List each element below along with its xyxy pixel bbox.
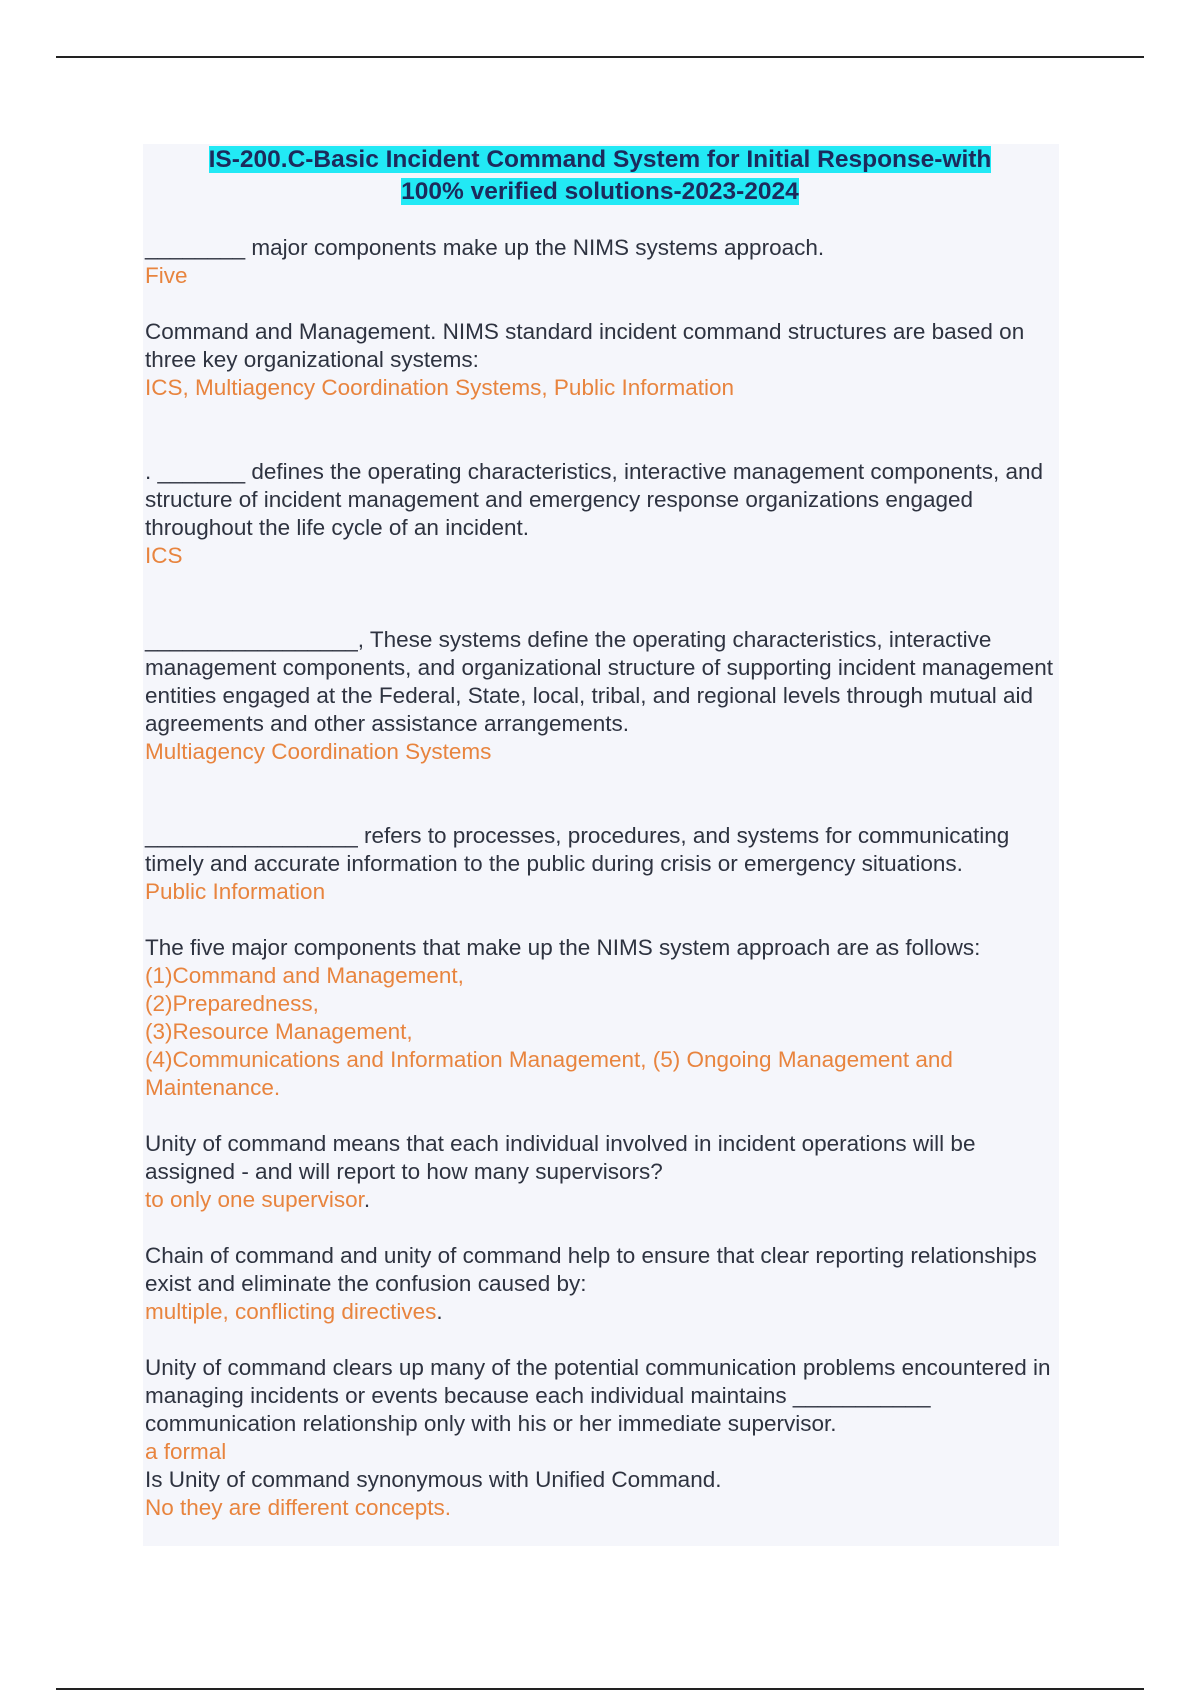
qa-item-5 xyxy=(145,822,1055,906)
answer-text: ICS, Multiagency Coordination Systems, Public Information xyxy=(145,375,735,400)
answer-line: (3)Resource Management, xyxy=(145,1019,413,1044)
answer-value: multiple, conflicting directives xyxy=(145,1299,437,1324)
question-text: The five major components that make up the NIMS system approach are as follows: xyxy=(145,935,981,960)
qa-item-9 xyxy=(145,1354,1055,1466)
answer-text: No they are different concepts. xyxy=(145,1495,452,1520)
qa-item-4 xyxy=(145,626,1055,766)
question-text: Chain of command and unity of command help to ensure that clear reporting relationships exist and eliminate the confusion caused by: xyxy=(145,1243,1037,1296)
question-text: Command and Management. NIMS standard incident command structures are based on three key organizational systems: xyxy=(145,319,1025,372)
question-text: ________ major components make up the NIMS systems approach. xyxy=(145,235,825,260)
answer-text: Five xyxy=(145,263,188,288)
answer-text xyxy=(145,1186,1055,1214)
qa-item-2 xyxy=(145,318,1055,402)
answer-text: ICS xyxy=(145,543,183,568)
answer-text: Multiagency Coordination Systems xyxy=(145,739,492,764)
question-text: _________________, These systems define the operating characteristics, interactive management components, and organizational structure of supporting incident management entities engaged at the Federal, State, local, tribal, and regional levels through mutual aid agreements and other assistance arrangements. xyxy=(145,627,1054,736)
answer-line: (1)Command and Management, xyxy=(145,963,464,988)
question-text: Unity of command clears up many of the potential communication problems encountered in managing incidents or events because each individual maintains ___________ communication relationship only with his or her immediate supervisor. xyxy=(145,1355,1051,1436)
question-text: Is Unity of command synonymous with Unified Command. xyxy=(145,1467,722,1492)
answer-suffix: . xyxy=(436,1299,443,1324)
bottom-rule xyxy=(56,1688,1144,1690)
answer-value: to only one supervisor xyxy=(145,1187,364,1212)
answer-text: Public Information xyxy=(145,879,326,904)
question-text: . _______ defines the operating characteristics, interactive management components, and structure of incident management and emergency response organizations engaged throughout the life cycle of an incident. xyxy=(145,459,1044,540)
qa-item-3 xyxy=(145,458,1055,570)
document-body xyxy=(145,144,1055,1522)
qa-item-1 xyxy=(145,234,1055,290)
answer-text: a formal xyxy=(145,1439,227,1464)
top-rule xyxy=(56,56,1144,58)
answer-line: (2)Preparedness, xyxy=(145,991,319,1016)
qa-item-10 xyxy=(145,1466,1055,1522)
title-line-1: IS-200.C-Basic Incident Command System for Initial Response-with xyxy=(208,146,992,173)
question-text: Unity of command means that each individual involved in incident operations will be assigned - and will report to how many supervisors? xyxy=(145,1131,976,1184)
answer-suffix: . xyxy=(363,1187,371,1212)
answer-text xyxy=(145,1298,1055,1326)
qa-item-7 xyxy=(145,1130,1055,1214)
qa-item-6 xyxy=(145,934,1055,1102)
document-title xyxy=(145,144,1055,208)
qa-item-8 xyxy=(145,1242,1055,1326)
answer-line: (4)Communications and Information Management, (5) Ongoing Management and Maintenance. xyxy=(145,1047,953,1100)
title-line-2: 100% verified solutions-2023-2024 xyxy=(401,178,799,205)
question-text: _________________ refers to processes, procedures, and systems for communicating timely and accurate information to the public during crisis or emergency situations. xyxy=(145,823,1010,876)
